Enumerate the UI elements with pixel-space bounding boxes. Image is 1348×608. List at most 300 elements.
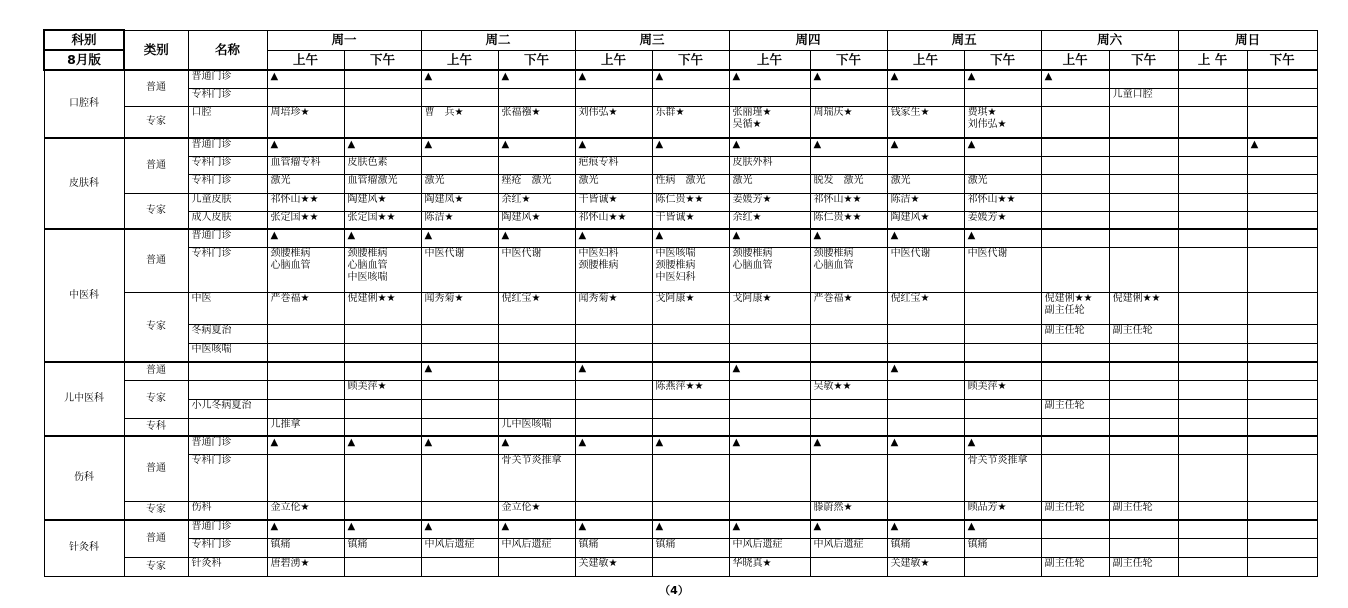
clinic-name: 专科门诊 (188, 538, 267, 557)
schedule-slot: ▲ (810, 229, 887, 247)
schedule-slot: 闻秀菊★ (421, 292, 498, 324)
category-label: 专科 (124, 418, 188, 436)
schedule-slot (344, 88, 421, 106)
schedule-slot (652, 501, 729, 520)
schedule-slot (652, 156, 729, 174)
schedule-body (44, 30, 1317, 576)
schedule-slot: 周瑞庆★ (810, 106, 887, 138)
category-label: 普通 (124, 520, 188, 557)
dept-column-header: 科别 (44, 30, 124, 50)
schedule-slot (729, 418, 810, 436)
schedule-slot: 陶建风★ (344, 193, 421, 211)
schedule-slot (344, 418, 421, 436)
schedule-slot (1041, 292, 1109, 324)
clinic-name: 小儿冬病夏治 (188, 399, 267, 418)
schedule-slot (1109, 362, 1178, 380)
schedule-slot (810, 399, 887, 418)
schedule-slot (1041, 436, 1109, 454)
schedule-row (44, 557, 1317, 576)
schedule-slot: ▲ (344, 229, 421, 247)
schedule-slot (810, 88, 887, 106)
slot-line: 心脑血管 (813, 259, 854, 271)
clinic-name: 成人皮肤 (188, 211, 267, 229)
category-label: 普通 (124, 70, 188, 106)
schedule-slot: 姜媛芳★ (729, 193, 810, 211)
schedule-slot: 曹 兵★ (421, 106, 498, 138)
schedule-slot: ▲ (421, 138, 498, 156)
schedule-slot (652, 557, 729, 576)
slot-line: 费琪★ (967, 106, 997, 118)
schedule-row (44, 418, 1317, 436)
name-column-header: 名称 (188, 30, 267, 70)
schedule-slot (421, 156, 498, 174)
schedule-slot (1041, 138, 1109, 156)
schedule-slot: 倪红宝★ (498, 292, 575, 324)
schedule-slot (1247, 501, 1317, 520)
schedule-slot: ▲ (729, 70, 810, 88)
schedule-slot (498, 88, 575, 106)
schedule-slot: 金立伦★ (498, 501, 575, 520)
schedule-slot (652, 399, 729, 418)
schedule-slot: ▲ (267, 520, 344, 538)
schedule-slot: 血管瘤激光 (344, 174, 421, 193)
schedule-slot (1247, 362, 1317, 380)
schedule-slot: 副主任轮 (1109, 557, 1178, 576)
schedule-slot (964, 362, 1041, 380)
schedule-slot (887, 88, 964, 106)
schedule-slot (344, 106, 421, 138)
schedule-slot (1178, 538, 1247, 557)
schedule-slot (1041, 380, 1109, 399)
schedule-slot: ▲ (344, 436, 421, 454)
schedule-slot (1178, 436, 1247, 454)
schedule-slot: ▲ (964, 138, 1041, 156)
schedule-slot (1109, 193, 1178, 211)
schedule-slot (1041, 193, 1109, 211)
schedule-slot: ▲ (729, 362, 810, 380)
schedule-slot: 吴敏★★ (810, 380, 887, 399)
category-label: 普通 (124, 138, 188, 193)
schedule-slot (1041, 229, 1109, 247)
schedule-slot: ▲ (964, 520, 1041, 538)
schedule-row (44, 229, 1317, 247)
schedule-slot: 皮肤色素 (344, 156, 421, 174)
schedule-slot: 镇痛 (652, 538, 729, 557)
slot-line: 倪建俐★★ (1044, 292, 1093, 304)
schedule-slot (1041, 106, 1109, 138)
schedule-slot: 倪红宝★ (887, 292, 964, 324)
schedule-slot: 皮肤外科 (729, 156, 810, 174)
schedule-slot: 中医代谢 (421, 247, 498, 292)
schedule-slot: ▲ (421, 362, 498, 380)
schedule-slot: ▲ (964, 229, 1041, 247)
schedule-slot (887, 399, 964, 418)
schedule-slot (1178, 324, 1247, 343)
schedule-slot: 陈洁★ (421, 211, 498, 229)
schedule-slot (1041, 156, 1109, 174)
schedule-slot (964, 343, 1041, 362)
schedule-slot: 祁怀山★★ (964, 193, 1041, 211)
schedule-slot (1041, 174, 1109, 193)
fri-pm-header: 下午 (964, 50, 1041, 70)
schedule-slot (887, 343, 964, 362)
schedule-slot (575, 501, 652, 520)
schedule-slot (1247, 229, 1317, 247)
schedule-slot: ▲ (652, 520, 729, 538)
wed-am-header: 上午 (575, 50, 652, 70)
schedule-row (44, 399, 1317, 418)
schedule-slot (498, 156, 575, 174)
schedule-slot: 副主任轮 (1041, 501, 1109, 520)
schedule-slot (1109, 106, 1178, 138)
schedule-slot (1178, 88, 1247, 106)
schedule-slot (1247, 454, 1317, 501)
schedule-slot: ▲ (421, 436, 498, 454)
schedule-slot (1109, 436, 1178, 454)
schedule-slot: 疤痕专科 (575, 156, 652, 174)
schedule-slot (1247, 174, 1317, 193)
schedule-slot (729, 247, 810, 292)
clinic-name: 中医咳喘 (188, 343, 267, 362)
schedule-slot (498, 380, 575, 399)
schedule-slot: ▲ (421, 229, 498, 247)
schedule-slot: ▲ (810, 138, 887, 156)
schedule-slot (1247, 436, 1317, 454)
slot-line: 中医妇科 (578, 247, 619, 259)
schedule-slot (887, 324, 964, 343)
schedule-row (44, 247, 1317, 292)
schedule-row (44, 362, 1317, 380)
schedule-slot (1247, 106, 1317, 138)
thu-pm-header: 下午 (810, 50, 887, 70)
schedule-slot (729, 501, 810, 520)
clinic-name: 普通门诊 (188, 138, 267, 156)
slot-line: 心脑血管 (270, 259, 311, 271)
schedule-slot: 陈仁贵★★ (810, 211, 887, 229)
schedule-slot (1178, 399, 1247, 418)
day-header-sun: 周日 (1178, 30, 1317, 50)
schedule-slot (1041, 343, 1109, 362)
schedule-slot (421, 343, 498, 362)
schedule-slot (421, 501, 498, 520)
slot-line: 心脑血管 (732, 259, 773, 271)
schedule-slot (1178, 229, 1247, 247)
mon-pm-header: 下午 (344, 50, 421, 70)
schedule-slot: 血管瘤专科 (267, 156, 344, 174)
schedule-slot: ▲ (652, 138, 729, 156)
schedule-row (44, 520, 1317, 538)
clinic-name: 针灸科 (188, 557, 267, 576)
schedule-slot (887, 418, 964, 436)
schedule-slot (1109, 138, 1178, 156)
schedule-slot (575, 380, 652, 399)
schedule-slot (1178, 454, 1247, 501)
header-row-days (44, 30, 1317, 50)
schedule-slot: 副主任轮 (1109, 324, 1178, 343)
clinic-name: 专科门诊 (188, 247, 267, 292)
tue-pm-header: 下午 (498, 50, 575, 70)
schedule-row (44, 501, 1317, 520)
schedule-slot (421, 418, 498, 436)
schedule-slot: 干皆诚★ (652, 211, 729, 229)
clinic-name (188, 418, 267, 436)
schedule-slot (1041, 418, 1109, 436)
schedule-slot (1178, 106, 1247, 138)
mon-am-header: 上午 (267, 50, 344, 70)
schedule-slot (1109, 343, 1178, 362)
schedule-slot (1247, 520, 1317, 538)
schedule-slot (1178, 362, 1247, 380)
schedule-slot (344, 362, 421, 380)
schedule-slot (1247, 418, 1317, 436)
schedule-slot: 镇痛 (344, 538, 421, 557)
schedule-slot (1178, 380, 1247, 399)
department-label: 中医科 (44, 229, 124, 362)
schedule-slot (1247, 211, 1317, 229)
schedule-row (44, 88, 1317, 106)
schedule-slot (810, 418, 887, 436)
schedule-slot: ▲ (729, 436, 810, 454)
schedule-slot (810, 343, 887, 362)
schedule-slot (729, 343, 810, 362)
schedule-slot: 副主任轮 (1109, 501, 1178, 520)
schedule-slot (267, 454, 344, 501)
sun-am-header: 上 午 (1178, 50, 1247, 70)
schedule-slot (267, 380, 344, 399)
schedule-row (44, 211, 1317, 229)
schedule-slot: 周培珍★ (267, 106, 344, 138)
day-header-mon: 周一 (267, 30, 421, 50)
day-header-tue: 周二 (421, 30, 575, 50)
schedule-slot: ▲ (729, 520, 810, 538)
schedule-slot: 陶建风★ (498, 211, 575, 229)
schedule-slot: ▲ (421, 70, 498, 88)
schedule-slot: ▲ (887, 229, 964, 247)
department-label: 伤科 (44, 436, 124, 520)
schedule-slot (887, 156, 964, 174)
schedule-slot: ▲ (267, 70, 344, 88)
schedule-slot (267, 399, 344, 418)
schedule-slot (1178, 501, 1247, 520)
schedule-slot (1178, 343, 1247, 362)
schedule-slot (498, 343, 575, 362)
schedule-slot: ▲ (810, 520, 887, 538)
schedule-slot (575, 418, 652, 436)
slot-line: 中医咳喘 (655, 247, 696, 259)
category-label: 专家 (124, 501, 188, 520)
schedule-slot (421, 380, 498, 399)
schedule-slot: 中风后遗症 (498, 538, 575, 557)
schedule-slot (267, 247, 344, 292)
schedule-slot: 陈燕萍★★ (652, 380, 729, 399)
schedule-slot (575, 247, 652, 292)
schedule-slot (421, 88, 498, 106)
schedule-slot (1109, 229, 1178, 247)
schedule-slot: 中医代谢 (887, 247, 964, 292)
schedule-slot (267, 362, 344, 380)
category-label: 专家 (124, 193, 188, 229)
schedule-slot (1109, 380, 1178, 399)
schedule-slot: 激光 (964, 174, 1041, 193)
schedule-slot: ▲ (575, 362, 652, 380)
schedule-slot (344, 454, 421, 501)
schedule-slot (1178, 138, 1247, 156)
schedule-slot (964, 557, 1041, 576)
schedule-slot (575, 454, 652, 501)
clinic-name: 普通门诊 (188, 70, 267, 88)
schedule-slot (1178, 292, 1247, 324)
schedule-slot (1247, 193, 1317, 211)
schedule-slot: ▲ (344, 138, 421, 156)
schedule-slot (729, 106, 810, 138)
schedule-slot: 痤疮 激光 (498, 174, 575, 193)
day-header-wed: 周三 (575, 30, 729, 50)
clinic-name: 专科门诊 (188, 156, 267, 174)
schedule-slot: 严巻福★ (810, 292, 887, 324)
schedule-slot: ▲ (1041, 70, 1109, 88)
schedule-slot (1178, 247, 1247, 292)
schedule-slot (964, 399, 1041, 418)
department-label: 口腔科 (44, 70, 124, 138)
schedule-slot: 顾美萍★ (964, 380, 1041, 399)
schedule-slot: 中医代谢 (964, 247, 1041, 292)
schedule-slot: 滕蔚然★ (810, 501, 887, 520)
schedule-slot: ▲ (810, 436, 887, 454)
schedule-slot: 金立伦★ (267, 501, 344, 520)
schedule-slot: 顾品芳★ (964, 501, 1041, 520)
schedule-slot (421, 557, 498, 576)
slot-line: 颈腰椎病 (732, 247, 773, 259)
schedule-slot (729, 88, 810, 106)
schedule-slot: 刘伟弘★ (575, 106, 652, 138)
clinic-name: 专科门诊 (188, 88, 267, 106)
slot-line: 中医妇科 (655, 271, 696, 283)
schedule-slot: 镇痛 (267, 538, 344, 557)
schedule-slot (810, 247, 887, 292)
schedule-slot (1041, 362, 1109, 380)
schedule-slot: 关建敏★ (575, 557, 652, 576)
schedule-slot (1247, 88, 1317, 106)
department-label: 儿中医科 (44, 362, 124, 436)
category-label: 普通 (124, 436, 188, 501)
slot-line: 颈腰椎病 (813, 247, 854, 259)
schedule-slot: 乐群★ (652, 106, 729, 138)
schedule-slot (1247, 538, 1317, 557)
schedule-slot: ▲ (1247, 138, 1317, 156)
schedule-slot: 戈阿康★ (729, 292, 810, 324)
schedule-slot (1247, 247, 1317, 292)
schedule-slot: 唐碧湧★ (267, 557, 344, 576)
schedule-table (43, 29, 1318, 577)
sun-pm-header: 下午 (1247, 50, 1317, 70)
schedule-slot (421, 324, 498, 343)
clinic-name: 普通门诊 (188, 520, 267, 538)
schedule-slot: 脱发 激光 (810, 174, 887, 193)
schedule-row (44, 380, 1317, 399)
schedule-slot: ▲ (652, 70, 729, 88)
schedule-slot (964, 418, 1041, 436)
schedule-slot (575, 88, 652, 106)
schedule-slot (498, 557, 575, 576)
clinic-name: 中医 (188, 292, 267, 324)
schedule-slot (421, 454, 498, 501)
schedule-slot (652, 418, 729, 436)
wed-pm-header: 下午 (652, 50, 729, 70)
schedule-slot (964, 156, 1041, 174)
schedule-slot (575, 399, 652, 418)
schedule-row (44, 343, 1317, 362)
schedule-slot: ▲ (267, 229, 344, 247)
schedule-slot (810, 156, 887, 174)
schedule-slot: ▲ (887, 70, 964, 88)
schedule-slot: ▲ (729, 138, 810, 156)
schedule-slot (652, 454, 729, 501)
schedule-slot (729, 324, 810, 343)
schedule-slot: ▲ (498, 138, 575, 156)
schedule-slot (887, 454, 964, 501)
slot-line: 吴循★ (732, 118, 762, 130)
clinic-name: 口腔 (188, 106, 267, 138)
slot-line: 刘伟弘★ (967, 118, 1007, 130)
schedule-slot: 顾美萍★ (344, 380, 421, 399)
sat-am-header: 上午 (1041, 50, 1109, 70)
schedule-slot (1178, 418, 1247, 436)
schedule-row (44, 454, 1317, 501)
schedule-slot: ▲ (421, 520, 498, 538)
schedule-slot (1247, 292, 1317, 324)
schedule-row (44, 70, 1317, 88)
schedule-slot: 倪建俐★★ (1109, 292, 1178, 324)
schedule-slot (1041, 247, 1109, 292)
slot-line: 张丽瑾★ (732, 106, 772, 118)
schedule-slot: 华晓真★ (729, 557, 810, 576)
schedule-slot: ▲ (652, 229, 729, 247)
version-label: 8月版 (44, 50, 124, 70)
schedule-slot (652, 324, 729, 343)
day-header-fri: 周五 (887, 30, 1041, 50)
schedule-slot (1109, 247, 1178, 292)
schedule-slot (1247, 156, 1317, 174)
schedule-slot: 姜媛芳★ (964, 211, 1041, 229)
department-label: 针灸科 (44, 520, 124, 576)
schedule-slot (1178, 156, 1247, 174)
page-number: （4） (659, 584, 689, 597)
schedule-slot: ▲ (575, 436, 652, 454)
category-label: 普通 (124, 229, 188, 292)
schedule-slot (729, 454, 810, 501)
clinic-name: 伤科 (188, 501, 267, 520)
schedule-slot: 余红★ (729, 211, 810, 229)
schedule-slot: 闻秀菊★ (575, 292, 652, 324)
schedule-slot (498, 399, 575, 418)
schedule-slot (344, 247, 421, 292)
schedule-slot (1041, 538, 1109, 557)
schedule-slot (1109, 211, 1178, 229)
sat-pm-header: 下午 (1109, 50, 1178, 70)
schedule-slot: 儿中医咳喘 (498, 418, 575, 436)
schedule-slot (1247, 399, 1317, 418)
schedule-slot (344, 343, 421, 362)
schedule-slot (1247, 343, 1317, 362)
schedule-slot: ▲ (267, 436, 344, 454)
schedule-slot (1109, 399, 1178, 418)
schedule-slot (267, 88, 344, 106)
schedule-slot (1109, 520, 1178, 538)
schedule-slot (810, 324, 887, 343)
schedule-slot (1247, 380, 1317, 399)
clinic-name: 冬病夏治 (188, 324, 267, 343)
schedule-slot: ▲ (498, 520, 575, 538)
